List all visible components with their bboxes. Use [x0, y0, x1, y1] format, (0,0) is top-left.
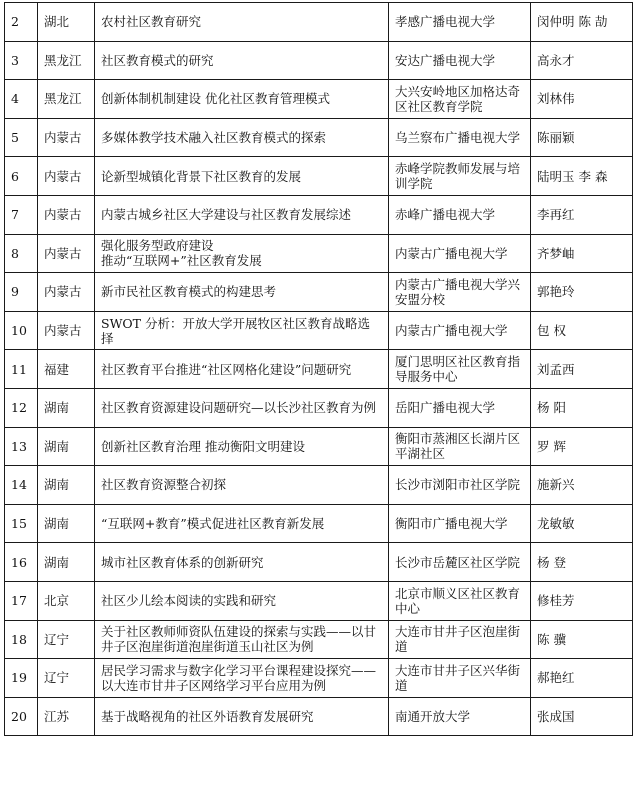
unit-cell: 衡阳市蒸湘区长湖片区平湖社区 [389, 427, 531, 466]
row-number-cell: 6 [5, 157, 38, 196]
province-cell: 辽宁 [38, 659, 95, 698]
author-cell: 包 权 [531, 311, 633, 350]
unit-cell: 孝感广播电视大学 [389, 3, 531, 42]
table-row [5, 504, 633, 543]
paper-title-cell: 新市民社区教育模式的构建思考 [95, 273, 389, 312]
province-cell: 辽宁 [38, 620, 95, 659]
table-row [5, 659, 633, 698]
row-number-cell: 17 [5, 581, 38, 620]
author-cell: 刘林伟 [531, 80, 633, 119]
unit-cell: 安达广播电视大学 [389, 41, 531, 80]
unit-cell: 大兴安岭地区加格达奇区社区教育学院 [389, 80, 531, 119]
author-cell: 杨 阳 [531, 388, 633, 427]
province-cell: 福建 [38, 350, 95, 389]
province-cell: 内蒙古 [38, 195, 95, 234]
unit-cell: 大连市甘井子区泡崖街道 [389, 620, 531, 659]
unit-cell: 长沙市岳麓区社区学院 [389, 543, 531, 582]
province-cell: 内蒙古 [38, 234, 95, 273]
table-row [5, 80, 633, 119]
unit-cell: 赤峰学院教师发展与培训学院 [389, 157, 531, 196]
table-body [5, 3, 633, 736]
author-cell: 闵仲明 陈 劼 [531, 3, 633, 42]
author-cell: 杨 登 [531, 543, 633, 582]
paper-title-cell: 论新型城镇化背景下社区教育的发展 [95, 157, 389, 196]
province-cell: 湖南 [38, 543, 95, 582]
row-number-cell: 16 [5, 543, 38, 582]
unit-cell: 厦门思明区社区教育指导服务中心 [389, 350, 531, 389]
table-row [5, 41, 633, 80]
author-cell: 罗 辉 [531, 427, 633, 466]
province-cell: 湖南 [38, 466, 95, 505]
province-cell: 江苏 [38, 697, 95, 736]
table-row [5, 350, 633, 389]
author-cell: 陆明玉 李 森 [531, 157, 633, 196]
paper-title-cell: 强化服务型政府建设 推动“互联网+”社区教育发展 [95, 234, 389, 273]
row-number-cell: 19 [5, 659, 38, 698]
table-row [5, 311, 633, 350]
table-row [5, 543, 633, 582]
paper-title-cell: 内蒙古城乡社区大学建设与社区教育发展综述 [95, 195, 389, 234]
table-row [5, 427, 633, 466]
paper-title-cell: 社区教育平台推进“社区网格化建设”问题研究 [95, 350, 389, 389]
unit-cell: 南通开放大学 [389, 697, 531, 736]
unit-cell: 长沙市浏阳市社区学院 [389, 466, 531, 505]
row-number-cell: 15 [5, 504, 38, 543]
unit-cell: 北京市顺义区社区教育中心 [389, 581, 531, 620]
paper-title-cell: 社区教育资源建设问题研究—以长沙社区教育为例 [95, 388, 389, 427]
unit-cell: 内蒙古广播电视大学兴安盟分校 [389, 273, 531, 312]
paper-title-cell: SWOT 分析：开放大学开展牧区社区教育战略选择 [95, 311, 389, 350]
author-cell: 施新兴 [531, 466, 633, 505]
paper-title-cell: 居民学习需求与数字化学习平台课程建设探究——以大连市甘井子区网络学习平台应用为例 [95, 659, 389, 698]
row-number-cell: 18 [5, 620, 38, 659]
province-cell: 内蒙古 [38, 118, 95, 157]
row-number-cell: 11 [5, 350, 38, 389]
row-number-cell: 2 [5, 3, 38, 42]
table-row [5, 195, 633, 234]
row-number-cell: 14 [5, 466, 38, 505]
unit-cell: 乌兰察布广播电视大学 [389, 118, 531, 157]
author-cell: 陈 骥 [531, 620, 633, 659]
table-row [5, 3, 633, 42]
paper-title-cell: 社区教育模式的研究 [95, 41, 389, 80]
province-cell: 湖南 [38, 388, 95, 427]
row-number-cell: 9 [5, 273, 38, 312]
row-number-cell: 8 [5, 234, 38, 273]
paper-title-cell: 关于社区教师师资队伍建设的探索与实践——以甘井子区泡崖街道泡崖街道玉山社区为例 [95, 620, 389, 659]
row-number-cell: 12 [5, 388, 38, 427]
unit-cell: 大连市甘井子区兴华街道 [389, 659, 531, 698]
province-cell: 湖北 [38, 3, 95, 42]
table-row [5, 581, 633, 620]
unit-cell: 内蒙古广播电视大学 [389, 311, 531, 350]
author-cell: 修桂芳 [531, 581, 633, 620]
province-cell: 内蒙古 [38, 273, 95, 312]
province-cell: 内蒙古 [38, 157, 95, 196]
table-row [5, 388, 633, 427]
row-number-cell: 13 [5, 427, 38, 466]
paper-title-cell: 多媒体教学技术融入社区教育模式的探索 [95, 118, 389, 157]
province-cell: 内蒙古 [38, 311, 95, 350]
author-cell: 郭艳玲 [531, 273, 633, 312]
row-number-cell: 10 [5, 311, 38, 350]
table-row [5, 697, 633, 736]
table-row [5, 273, 633, 312]
row-number-cell: 7 [5, 195, 38, 234]
table-row [5, 466, 633, 505]
province-cell: 黑龙江 [38, 80, 95, 119]
author-cell: 陈丽颖 [531, 118, 633, 157]
province-cell: 北京 [38, 581, 95, 620]
paper-title-cell: “互联网+教育”模式促进社区教育新发展 [95, 504, 389, 543]
author-cell: 齐梦岫 [531, 234, 633, 273]
author-cell: 李再红 [531, 195, 633, 234]
author-cell: 高永才 [531, 41, 633, 80]
paper-title-cell: 社区教育资源整合初探 [95, 466, 389, 505]
row-number-cell: 20 [5, 697, 38, 736]
province-cell: 湖南 [38, 504, 95, 543]
author-cell: 龙敏敏 [531, 504, 633, 543]
row-number-cell: 5 [5, 118, 38, 157]
row-number-cell: 3 [5, 41, 38, 80]
table-row [5, 620, 633, 659]
paper-title-cell: 农村社区教育研究 [95, 3, 389, 42]
paper-title-cell: 基于战略视角的社区外语教育发展研究 [95, 697, 389, 736]
table-row [5, 118, 633, 157]
unit-cell: 赤峰广播电视大学 [389, 195, 531, 234]
paper-title-cell: 创新体制机制建设 优化社区教育管理模式 [95, 80, 389, 119]
unit-cell: 岳阳广播电视大学 [389, 388, 531, 427]
author-cell: 郝艳红 [531, 659, 633, 698]
unit-cell: 内蒙古广播电视大学 [389, 234, 531, 273]
province-cell: 黑龙江 [38, 41, 95, 80]
table-row [5, 234, 633, 273]
paper-title-cell: 社区少儿绘本阅读的实践和研究 [95, 581, 389, 620]
awards-table [4, 2, 633, 736]
author-cell: 刘孟西 [531, 350, 633, 389]
paper-title-cell: 城市社区教育体系的创新研究 [95, 543, 389, 582]
author-cell: 张成国 [531, 697, 633, 736]
province-cell: 湖南 [38, 427, 95, 466]
paper-title-cell: 创新社区教育治理 推动衡阳文明建设 [95, 427, 389, 466]
table-row [5, 157, 633, 196]
row-number-cell: 4 [5, 80, 38, 119]
unit-cell: 衡阳市广播电视大学 [389, 504, 531, 543]
